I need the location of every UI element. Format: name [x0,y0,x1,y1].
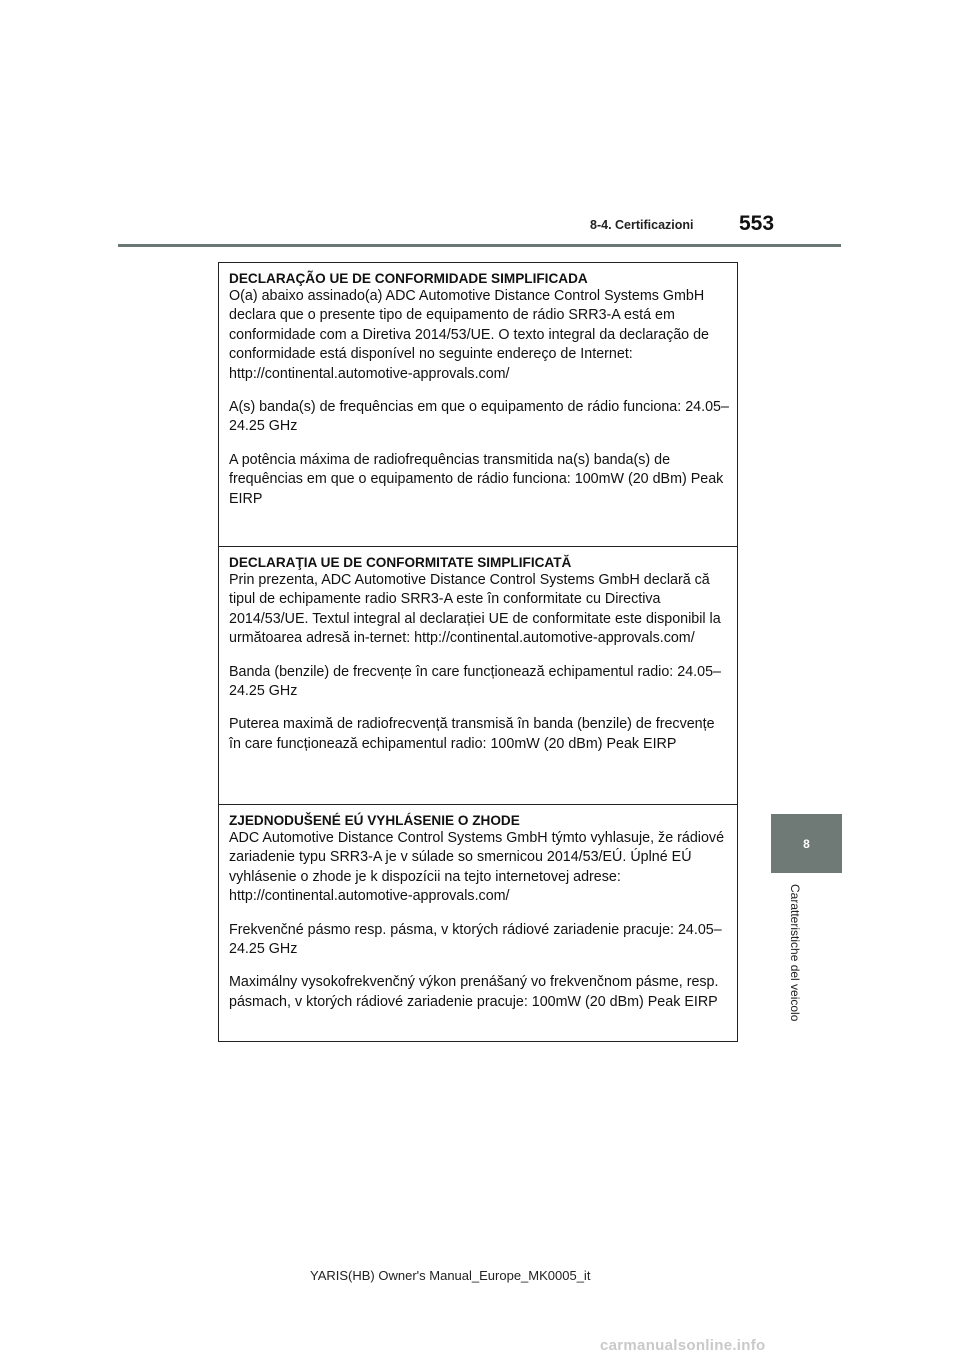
chapter-tab [771,814,842,873]
declaration-title: DECLARAÇÃO UE DE CONFORMIDADE SIMPLIFICADA [229,271,588,286]
chapter-number: 8 [803,836,810,851]
declaration-paragraph: O(a) abaixo assinado(a) ADC Automotive Distance Control Systems GmbH declara que o presente tipo de equipamento de rádio SRR3-A está em conformidade com a Diretiva 2014/53/UE. O texto integral da declaração de conformidade está disponível no seguinte endereço de Internet: http://continental.automotive-approvals.com/ [229,288,710,382]
declaration-paragraph: A potência máxima de radiofrequências transmitida na(s) banda(s) de frequências em que o equipamento de rádio funciona: 100mW (20 dBm) Peak EIRP [229,451,724,507]
declarations-table [218,262,738,1042]
footer-document-id: YARIS(HB) Owner's Manual_Europe_MK0005_it [310,1268,591,1283]
declaration-paragraph: Maximálny vysokofrekvenčný výkon prenášaný vo frekvenčnom pásme, resp. pásmach, v ktorých rádiové zariadenie pracuje: 100mW (20 dBm) Peak EIRP [229,974,719,1010]
declaration-title: DECLARAŢIA UE DE CONFORMITATE SIMPLIFICATĂ [229,555,572,570]
page-number: 553 [739,212,775,235]
declaration-paragraph: Banda (benzile) de frecvențe în care funcționează echipamentul radio: 24.05–24.25 GHz [229,663,721,700]
declaration-paragraph: Frekvenčné pásmo resp. pásma, v ktorých rádiové zariadenie pracuje: 24.05–24.25 GHz [229,921,722,958]
declaration-paragraph: ADC Automotive Distance Control Systems GmbH týmto vyhlasuje, že rádiové zariadenie typu SRR3-A je v súlade so smernicou 2014/53/EÚ. Úplné EÚ vyhlásenie o zhode je k dispozícii na tejto internetovej adrese: http://continental.automotive-approvals.com/ [229,830,725,905]
declaration-title: ZJEDNODUŠENÉ EÚ VYHLÁSENIE O ZHODE [229,813,520,828]
declaration-paragraph: Puterea maximă de radiofrecvență transmisă în banda (benzile) de frecvențe în care funcționează echipamentul radio: 100mW (20 dBm) Peak EIRP [229,716,715,752]
chapter-title-vertical: Caratteristiche del veicolo [788,884,802,1022]
header-divider [118,244,841,247]
declaration-paragraph: A(s) banda(s) de frequências em que o equipamento de rádio funciona: 24.05–24.25 GHz [229,399,729,435]
declaration-slovak [219,805,737,1041]
declaration-paragraph: Prin prezenta, ADC Automotive Distance Control Systems GmbH declară că tipul de echipamente radio SRR3-A este în conformitate cu Directiva 2014/53/UE. Textul integral al declarației UE de conformitate este disponibil la următoarea adresă in-ternet: http://continental.automotive-approvals.com/ [229,572,721,647]
running-header-section: 8-4. Certificazioni [590,218,694,232]
declaration-romanian [219,547,737,805]
declaration-portuguese [219,263,737,547]
watermark: carmanualsonline.info [600,1337,766,1354]
